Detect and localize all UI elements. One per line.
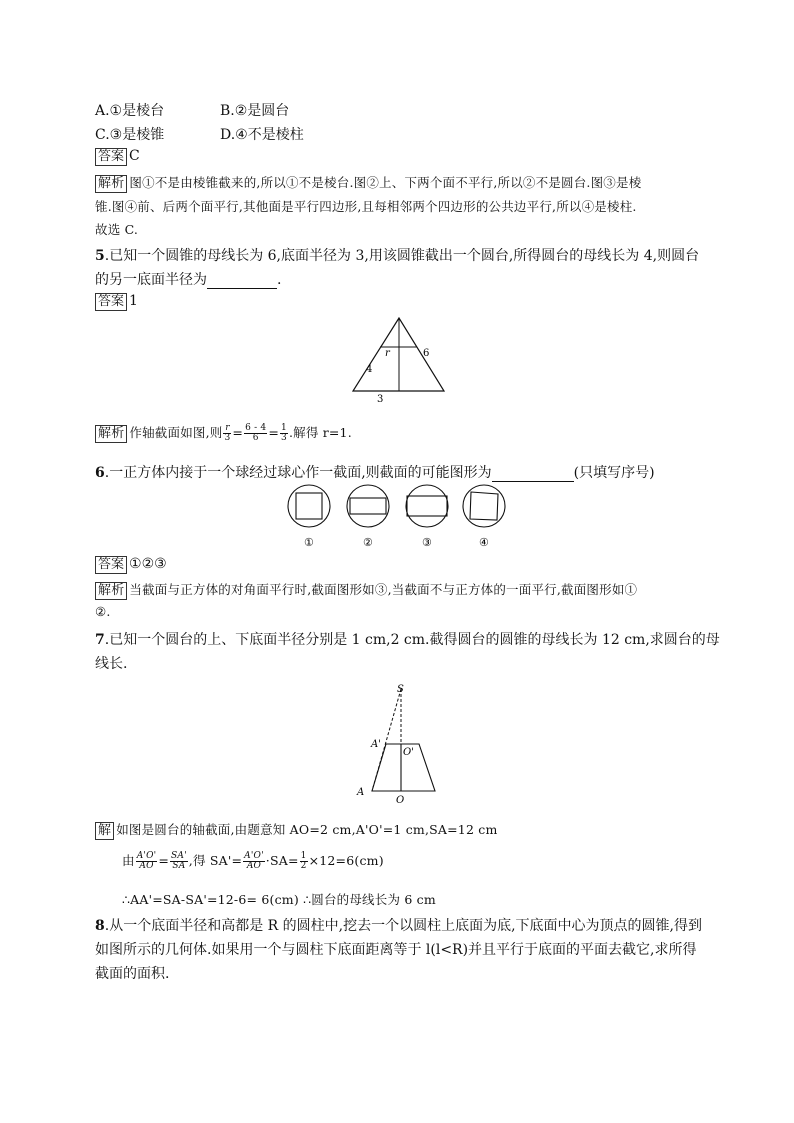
label-3: ③	[422, 536, 432, 549]
q8-stem-line3: 截面的面积.	[95, 966, 170, 982]
denominator: 3	[224, 433, 231, 443]
numerator: A'O'	[136, 851, 157, 861]
frustum-figure	[350, 678, 450, 808]
denominator: 2	[300, 861, 307, 871]
explanation-text: 当截面与正方体的对角面平行时,截面图形如③,当截面不与正方体的一面平行,截面图形如①	[129, 582, 638, 597]
q8-stem-line2: 如图所示的几何体.如果用一个与圆柱下底面距离等于 l(l<R)并且平行于底面的平面去截它,求所得	[95, 942, 697, 958]
label-3: 3	[377, 394, 384, 405]
question-number: 6	[95, 465, 105, 481]
question-text: .从一个底面半径和高都是 R 的圆柱中,挖去一个以圆柱上底面为底,下底面中心为顶点的圆锥,得到	[104, 918, 702, 934]
q7-solution-line3: ∴AA'=SA-SA'=12-6= 6(cm) ∴圆台的母线长为 6 cm	[122, 892, 436, 907]
label-O-prime: O'	[403, 747, 414, 758]
option-c: C.③是棱锥	[95, 127, 165, 143]
explanation-text: 图①不是由棱锥截来的,所以①不是棱台.图②上、下两个面不平行,所以②不是圆台.图③是棱	[129, 175, 642, 190]
explanation-tag: 解析	[95, 175, 127, 193]
denominator: SA	[172, 861, 186, 871]
q6-stem	[95, 462, 655, 482]
explanation-text: .解得 r=1.	[288, 425, 352, 440]
denominator: 3	[281, 433, 287, 443]
answer-tag: 答案	[95, 148, 127, 166]
sphere-sections-figure	[280, 484, 520, 552]
q5-answer	[95, 293, 138, 311]
denominator: AO	[139, 861, 154, 871]
fraction	[223, 424, 231, 443]
label-r: r	[385, 348, 390, 359]
cone-section-figure	[340, 312, 460, 407]
label-4: 4	[366, 364, 373, 375]
fraction	[280, 424, 288, 443]
numerator: r	[225, 423, 230, 433]
question-number: 8	[95, 918, 105, 934]
answer-tag: 答案	[95, 293, 127, 311]
numerator: 6 - 4	[245, 423, 267, 433]
option-a: A.①是棱台	[95, 103, 165, 119]
q4-explanation-line2: 锥.图④前、后两个面平行,其他面是平行四边形,且每相邻两个四边形的公共边平行,所以④是棱柱.	[95, 199, 637, 214]
answer-value: ①②③	[129, 556, 167, 572]
question-text: 的另一底面半径为	[95, 272, 207, 288]
solution-text: ×12=6(cm)	[308, 853, 384, 868]
explanation-tag: 解析	[95, 582, 127, 600]
section-2	[347, 485, 389, 549]
punctuation: .	[277, 272, 282, 288]
denominator: AO	[246, 861, 262, 871]
q6-answer	[95, 556, 167, 574]
fraction	[244, 424, 267, 443]
section-4	[463, 485, 505, 549]
question-number: 7	[95, 632, 105, 648]
solution-text: ·SA=	[265, 853, 299, 868]
question-text: .已知一个圆锥的母线长为 6,底面半径为 3,用该圆锥截出一个圆台,所得圆台的母线长为 4,则圆台	[104, 248, 700, 264]
q5-stem-line2	[95, 269, 281, 289]
label-1: ①	[304, 536, 314, 549]
question-text: .一正方体内接于一个球经过球心作一截面,则截面的可能图形为	[104, 465, 492, 481]
section-3	[406, 485, 448, 549]
label-S: S	[397, 684, 404, 695]
q7-stem-line1	[95, 629, 720, 649]
q7-stem-line2: 线长.	[95, 656, 128, 672]
label-6: 6	[423, 348, 430, 359]
q4-answer	[95, 148, 140, 166]
fraction	[300, 852, 308, 871]
fraction	[243, 852, 265, 871]
q4-explanation-line3: 故选 C.	[95, 222, 139, 237]
explanation-text: 作轴截面如图,则	[129, 425, 223, 440]
numerator: 1	[300, 851, 307, 861]
answer-tag: 答案	[95, 556, 127, 574]
denominator: 6	[252, 433, 259, 443]
label-A: A	[357, 787, 365, 798]
equals: =	[158, 853, 170, 868]
q6-explanation-line1	[95, 580, 637, 600]
label-2: ②	[363, 536, 373, 549]
explanation-tag: 解析	[95, 425, 127, 443]
solution-text: 由	[122, 853, 135, 868]
answer-value: C	[129, 148, 140, 164]
q8-stem-line1	[95, 915, 702, 935]
q7-solution-line1	[95, 820, 498, 840]
q6-explanation-line2: ②.	[95, 604, 111, 619]
question-text: .已知一个圆台的上、下底面半径分别是 1 cm,2 cm.截得圆台的圆锥的母线长为 12 cm,求圆台的母	[104, 632, 720, 648]
option-b: B.②是圆台	[220, 103, 290, 119]
question-number: 5	[95, 248, 105, 264]
q7-solution-line2	[122, 851, 384, 871]
label-O: O	[396, 795, 405, 806]
label-4: ④	[479, 536, 489, 549]
option-d: D.④不是棱柱	[220, 127, 304, 143]
numerator: 1	[281, 423, 287, 433]
section-1	[288, 485, 330, 549]
q4-explanation-line1	[95, 173, 641, 193]
answer-blank	[492, 467, 574, 482]
numerator: A'O'	[244, 851, 264, 861]
numerator: SA'	[171, 851, 187, 861]
solution-text: 如图是圆台的轴截面,由题意知 AO=2 cm,A'O'=1 cm,SA=12 cm	[116, 822, 498, 837]
q5-stem-line1	[95, 245, 699, 265]
question-text: (只填写序号)	[573, 465, 655, 481]
fraction	[170, 852, 188, 871]
label-A-prime: A'	[371, 739, 381, 750]
solution-text: ,得 SA'=	[188, 853, 243, 868]
solution-tag: 解	[95, 822, 114, 840]
answer-value: 1	[129, 293, 138, 309]
q5-explanation: 解析 作轴截面如图,则 $\frac{r}{3}$ = $\frac{6 - 4}{6}$ = $\frac{1}{3}$ .解得 r=1.	[95, 423, 352, 443]
fraction	[136, 852, 158, 871]
answer-blank	[207, 274, 277, 289]
